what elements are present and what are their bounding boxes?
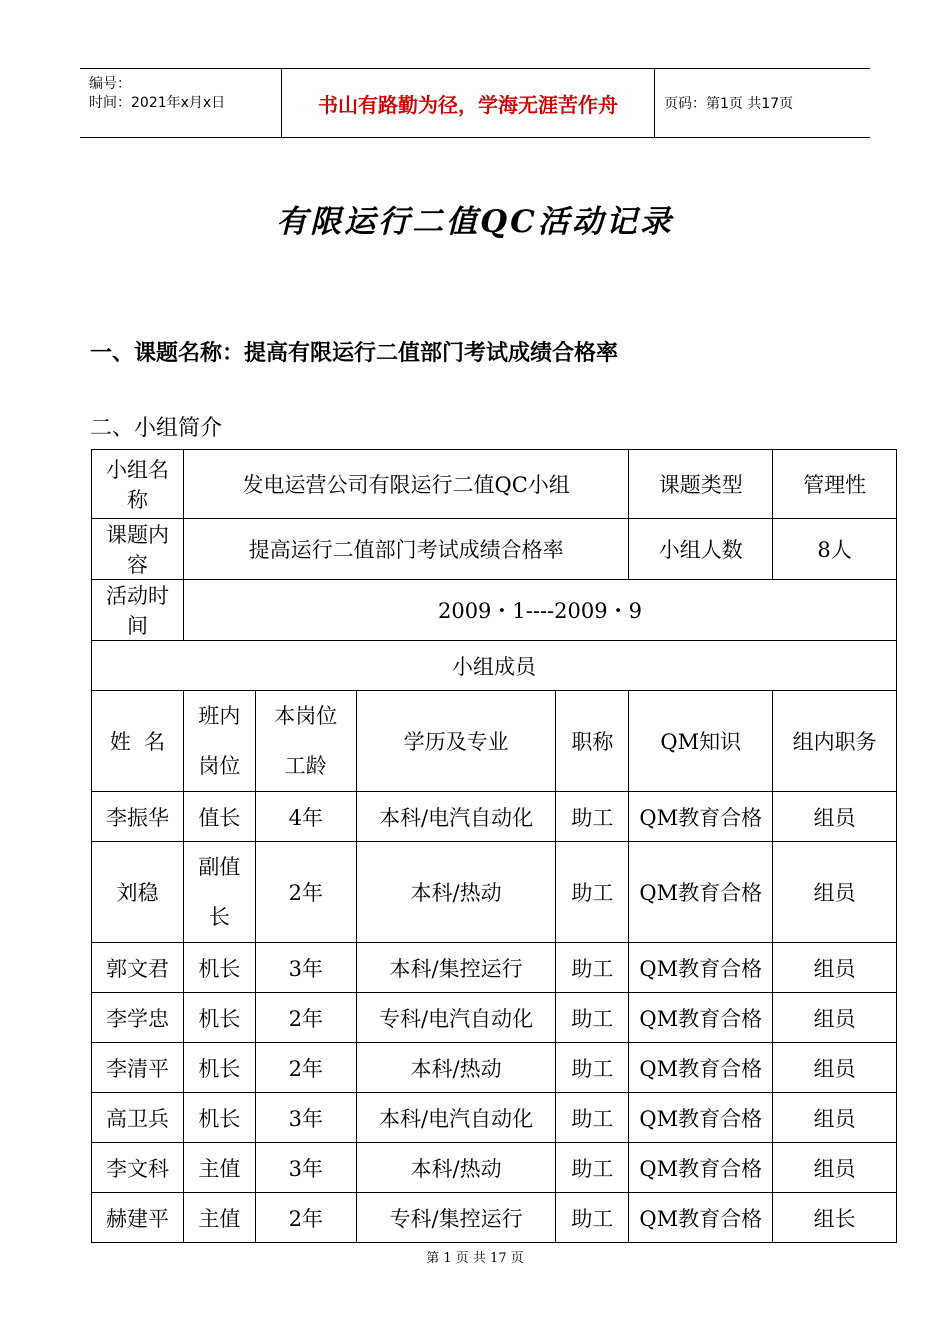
- activity-time-value: 2009・1----2009・9: [183, 580, 896, 641]
- member-years: 3年: [255, 943, 356, 993]
- member-name: 郭文君: [92, 943, 184, 993]
- member-row: [92, 1093, 897, 1143]
- member-row: [92, 842, 897, 943]
- col-post-header-line2: 岗位: [198, 754, 241, 778]
- member-education: 本科/电汽自动化: [356, 1093, 556, 1143]
- member-role: 组员: [773, 1043, 897, 1093]
- member-education: 专科/集控运行: [356, 1193, 556, 1243]
- member-years: 2年: [255, 1193, 356, 1243]
- member-name: 李振华: [92, 792, 184, 842]
- section-group-heading: 二、小组简介: [90, 416, 223, 441]
- member-name: 高卫兵: [92, 1093, 184, 1143]
- member-years: 2年: [255, 842, 356, 943]
- document-time: 时间：2021年x月x日: [89, 95, 226, 111]
- member-name: 赫建平: [92, 1193, 184, 1243]
- member-row: [92, 792, 897, 842]
- col-qm-header: QM知识: [629, 691, 773, 792]
- activity-time-label: 活动时间: [92, 580, 184, 641]
- page-header: [80, 68, 870, 138]
- member-title: 助工: [556, 792, 629, 842]
- member-post-line2: 长: [208, 905, 230, 929]
- member-years: 2年: [255, 1043, 356, 1093]
- member-post: 值长: [183, 792, 255, 842]
- member-role: 组员: [773, 1093, 897, 1143]
- member-role: 组员: [773, 842, 897, 943]
- member-qm: QM教育合格: [629, 1193, 773, 1243]
- col-role-header: 组内职务: [773, 691, 897, 792]
- member-count-value: 8人: [773, 519, 897, 580]
- col-years-header-line1: 本岗位: [274, 704, 338, 728]
- member-row: [92, 1143, 897, 1193]
- member-post: [183, 842, 255, 943]
- col-years-header: [255, 691, 356, 792]
- col-post-header-line1: 班内: [198, 704, 241, 728]
- member-education: 本科/集控运行: [356, 943, 556, 993]
- col-years-header-line2: 工龄: [284, 754, 327, 778]
- member-title: 助工: [556, 1043, 629, 1093]
- col-name-header: 姓 名: [92, 691, 184, 792]
- group-name-value: 发电运营公司有限运行二值QC小组: [183, 450, 628, 519]
- member-post: 机长: [183, 1043, 255, 1093]
- member-post: 机长: [183, 993, 255, 1043]
- member-post: 主值: [183, 1193, 255, 1243]
- member-title: 助工: [556, 842, 629, 943]
- member-qm: QM教育合格: [629, 943, 773, 993]
- member-title: 助工: [556, 993, 629, 1043]
- member-qm: QM教育合格: [629, 993, 773, 1043]
- member-qm: QM教育合格: [629, 842, 773, 943]
- member-years: 2年: [255, 993, 356, 1043]
- member-title: 助工: [556, 943, 629, 993]
- topic-type-label: 课题类型: [629, 450, 773, 519]
- member-count-label: 小组人数: [629, 519, 773, 580]
- member-name: 李文科: [92, 1143, 184, 1193]
- group-info-table: [91, 449, 897, 1243]
- member-post: 主值: [183, 1143, 255, 1193]
- member-title: 助工: [556, 1193, 629, 1243]
- document-number-label: 编号：: [89, 76, 131, 92]
- member-post: 机长: [183, 943, 255, 993]
- col-post-header: [183, 691, 255, 792]
- member-years: 4年: [255, 792, 356, 842]
- member-qm: QM教育合格: [629, 792, 773, 842]
- member-role: 组员: [773, 1143, 897, 1193]
- members-header-row: [92, 691, 897, 792]
- member-row: [92, 993, 897, 1043]
- col-education-header: 学历及专业: [356, 691, 556, 792]
- header-page-info: 页码：第1页 共17页: [664, 96, 794, 112]
- member-education: 专科/电汽自动化: [356, 993, 556, 1043]
- member-name: 李学忠: [92, 993, 184, 1043]
- group-name-label: 小组名称: [92, 450, 184, 519]
- member-row: [92, 1043, 897, 1093]
- member-qm: QM教育合格: [629, 1043, 773, 1093]
- member-education: 本科/电汽自动化: [356, 792, 556, 842]
- member-title: 助工: [556, 1143, 629, 1193]
- member-role: 组员: [773, 943, 897, 993]
- member-role: 组长: [773, 1193, 897, 1243]
- member-name: 李清平: [92, 1043, 184, 1093]
- member-role: 组员: [773, 993, 897, 1043]
- member-qm: QM教育合格: [629, 1143, 773, 1193]
- member-row: [92, 1193, 897, 1243]
- topic-content-value: 提高运行二值部门考试成绩合格率: [183, 519, 628, 580]
- topic-type-value: 管理性: [773, 450, 897, 519]
- member-post: 机长: [183, 1093, 255, 1143]
- member-years: 3年: [255, 1143, 356, 1193]
- header-meta: [80, 69, 280, 137]
- member-education: 本科/热动: [356, 1043, 556, 1093]
- member-education: 本科/热动: [356, 842, 556, 943]
- members-section-label: 小组成员: [92, 641, 897, 691]
- member-years: 3年: [255, 1093, 356, 1143]
- document-title: 有限运行二值QC活动记录: [276, 204, 674, 240]
- member-education: 本科/热动: [356, 1143, 556, 1193]
- page-footer: 第 1 页 共 17 页: [426, 1251, 524, 1266]
- member-name: 刘稳: [92, 842, 184, 943]
- member-row: [92, 943, 897, 993]
- member-post-line1: 副值: [198, 855, 241, 879]
- topic-content-label: 课题内容: [92, 519, 184, 580]
- member-qm: QM教育合格: [629, 1093, 773, 1143]
- col-title-header: 职称: [556, 691, 629, 792]
- section-topic-heading: 一、课题名称：提高有限运行二值部门考试成绩合格率: [90, 341, 619, 366]
- member-role: 组员: [773, 792, 897, 842]
- header-motto: 书山有路勤为径，学海无涯苦作舟: [281, 69, 655, 137]
- member-title: 助工: [556, 1093, 629, 1143]
